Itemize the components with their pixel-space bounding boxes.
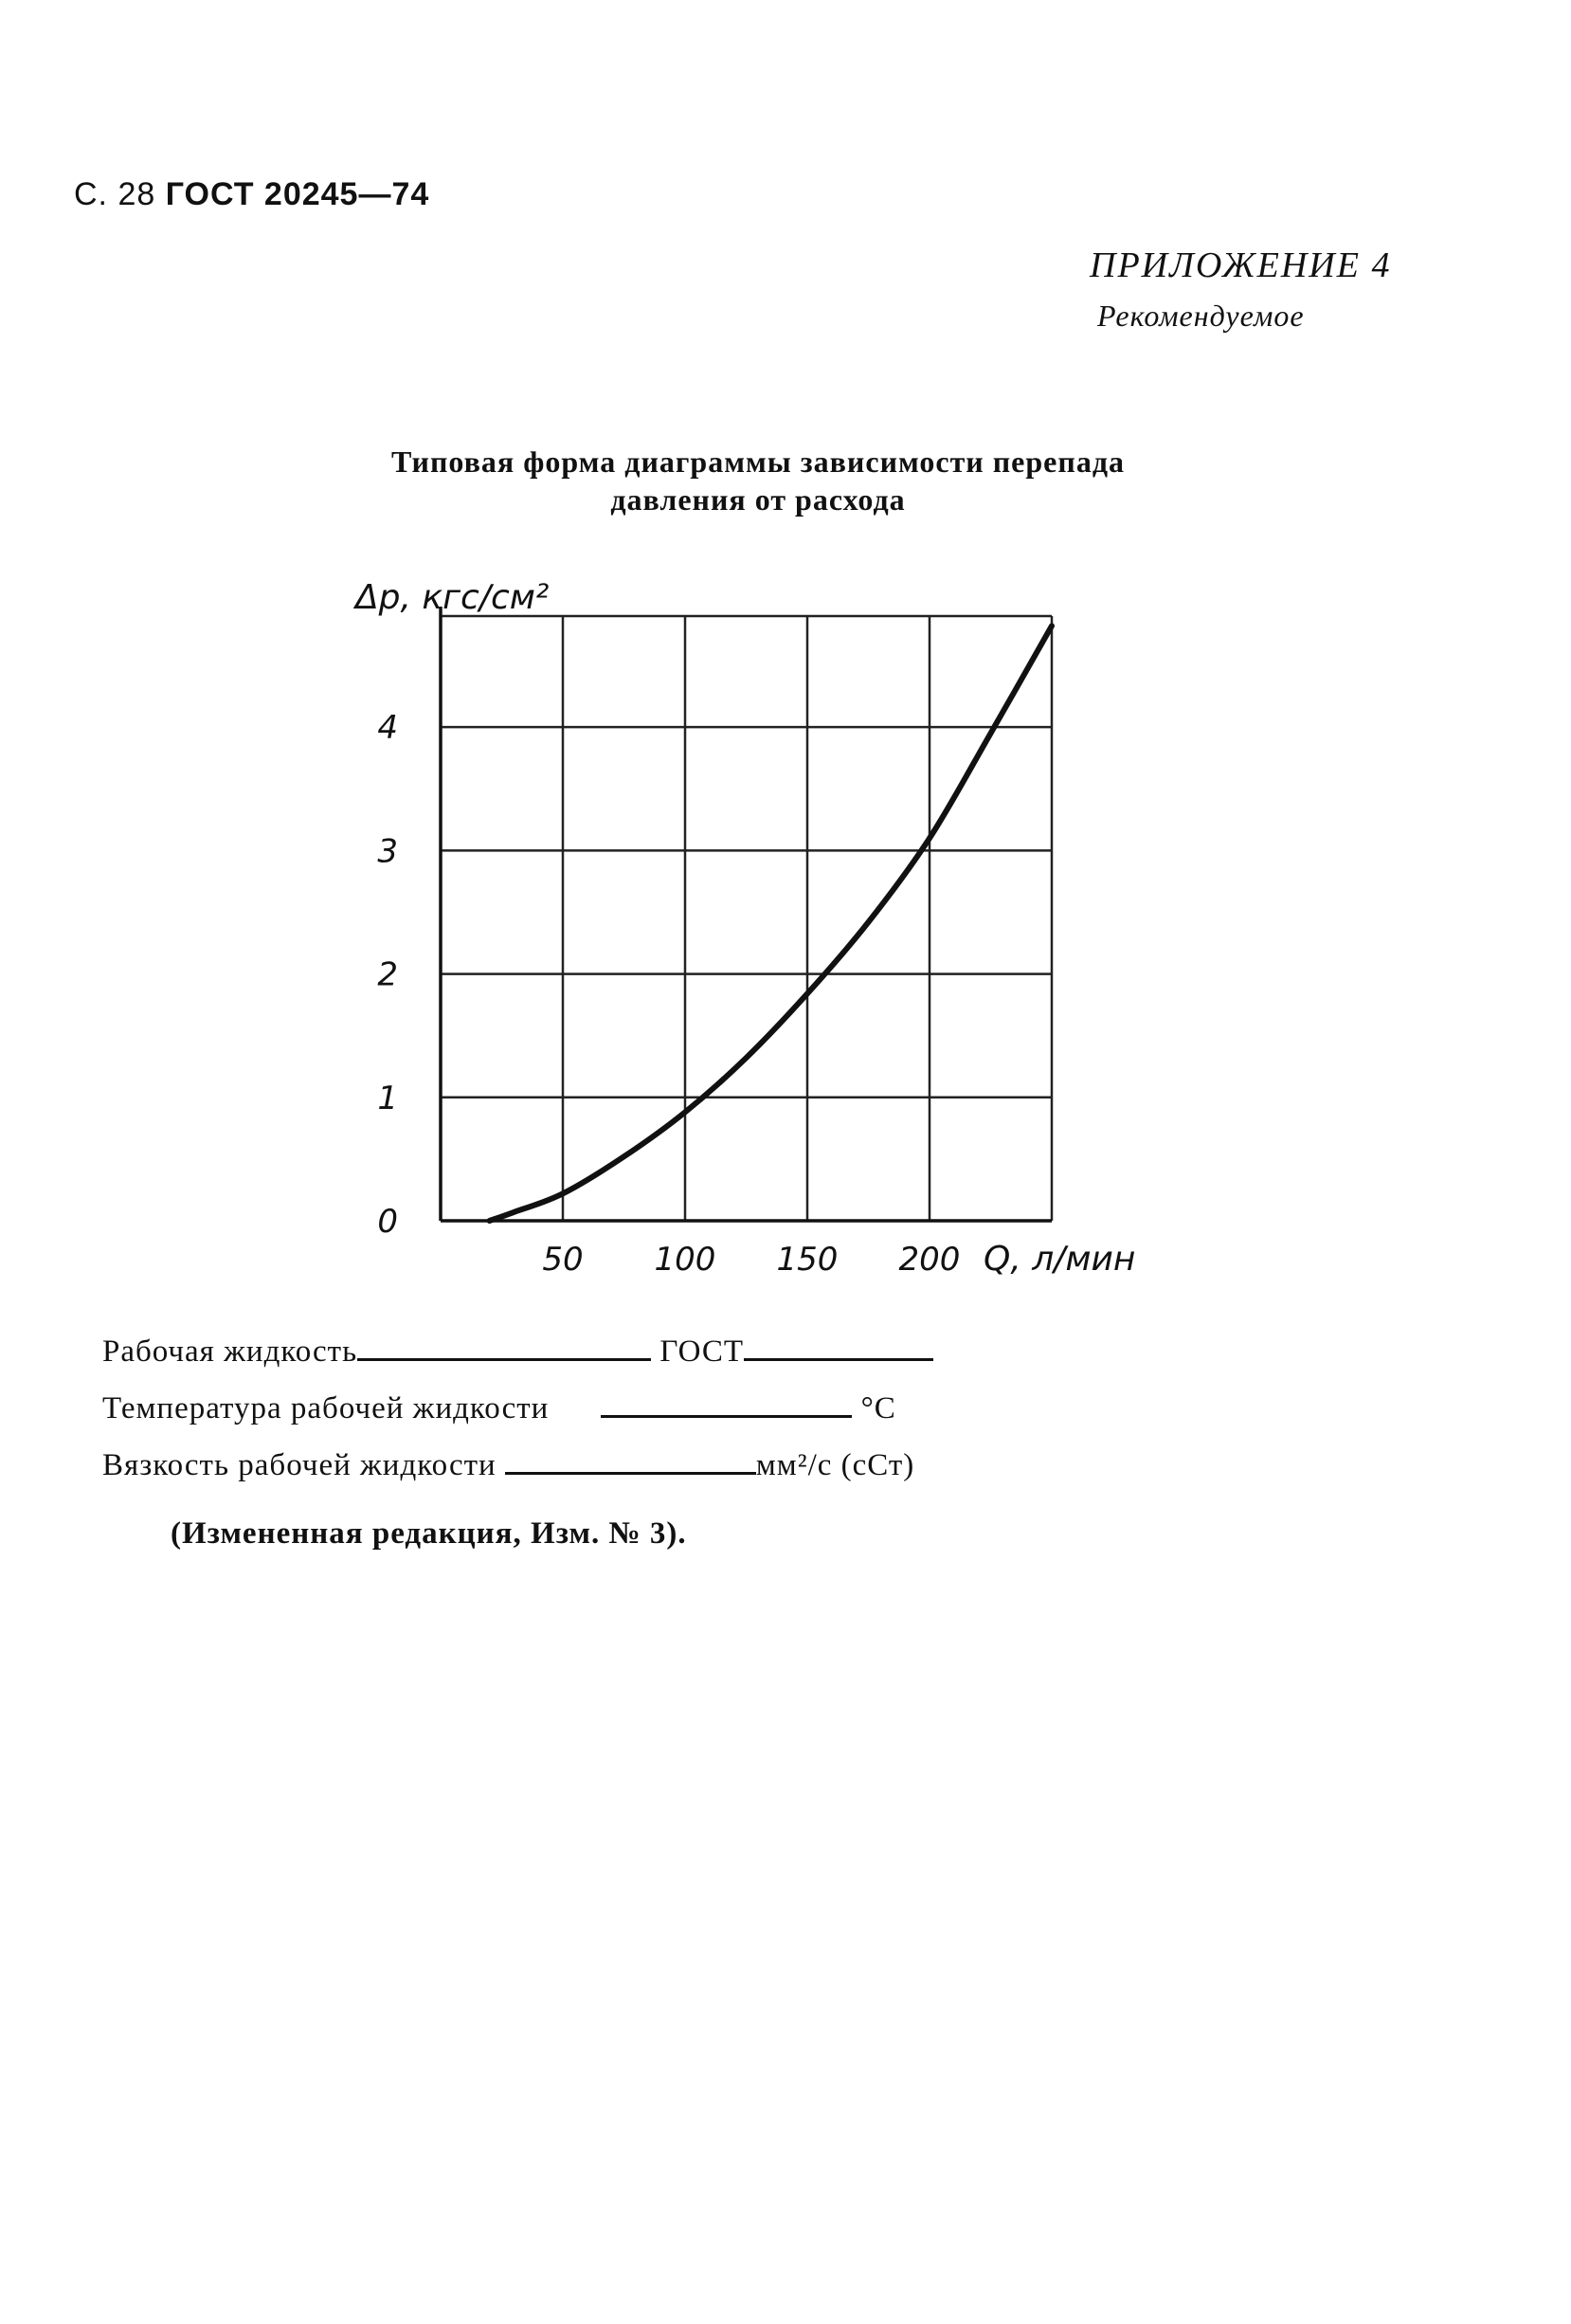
y-tick-label: 3 xyxy=(377,832,398,871)
x-tick-label: 50 xyxy=(542,1241,584,1279)
temperature-blank xyxy=(601,1415,852,1418)
chart-curve xyxy=(490,626,1052,1221)
x-tick-label: 100 xyxy=(654,1241,716,1279)
chart-x-ticks xyxy=(542,1241,960,1279)
chart-grid xyxy=(441,616,1052,1221)
x-tick-label: 150 xyxy=(776,1241,839,1279)
chart-x-label: Q, л/мин xyxy=(984,1240,1136,1279)
y-tick-label: 4 xyxy=(377,709,398,748)
appendix-status: Рекомендуемое xyxy=(1097,299,1305,333)
viscosity-label: Вязкость рабочей жидкости xyxy=(102,1448,497,1482)
form-row-temperature xyxy=(102,1391,896,1426)
chart-title-line-1: Типовая форма диаграммы зависимости перепада xyxy=(391,445,1125,479)
chart-y-ticks xyxy=(377,709,398,1241)
chart-title-line-2: давления от расхода xyxy=(610,482,906,517)
page-number: С. 28 xyxy=(74,176,156,212)
edition-note: (Измененная редакция, Изм. № 3). xyxy=(171,1516,687,1551)
fluid-label: Рабочая жидкость xyxy=(102,1334,358,1369)
chart-axes xyxy=(441,607,1052,1221)
x-tick-label: 200 xyxy=(898,1241,961,1279)
y-tick-label: 1 xyxy=(377,1079,398,1117)
temperature-unit: °С xyxy=(860,1391,896,1425)
form-row-fluid xyxy=(102,1334,933,1370)
fluid-blank xyxy=(357,1358,651,1361)
temperature-label: Температура рабочей жидкости xyxy=(102,1391,550,1425)
gost-blank xyxy=(744,1358,933,1361)
appendix-label: ПРИЛОЖЕНИЕ 4 xyxy=(1090,245,1392,285)
y-tick-label: 0 xyxy=(377,1203,398,1241)
form-row-viscosity xyxy=(102,1448,914,1483)
gost-label: ГОСТ xyxy=(659,1334,745,1369)
document-number: ГОСТ 20245—74 xyxy=(165,176,430,212)
viscosity-blank xyxy=(505,1472,756,1475)
viscosity-unit: мм²/с (сСт) xyxy=(755,1448,915,1482)
y-tick-label: 2 xyxy=(377,955,398,994)
chart-y-label: Δр, кгс/см² xyxy=(355,578,550,617)
